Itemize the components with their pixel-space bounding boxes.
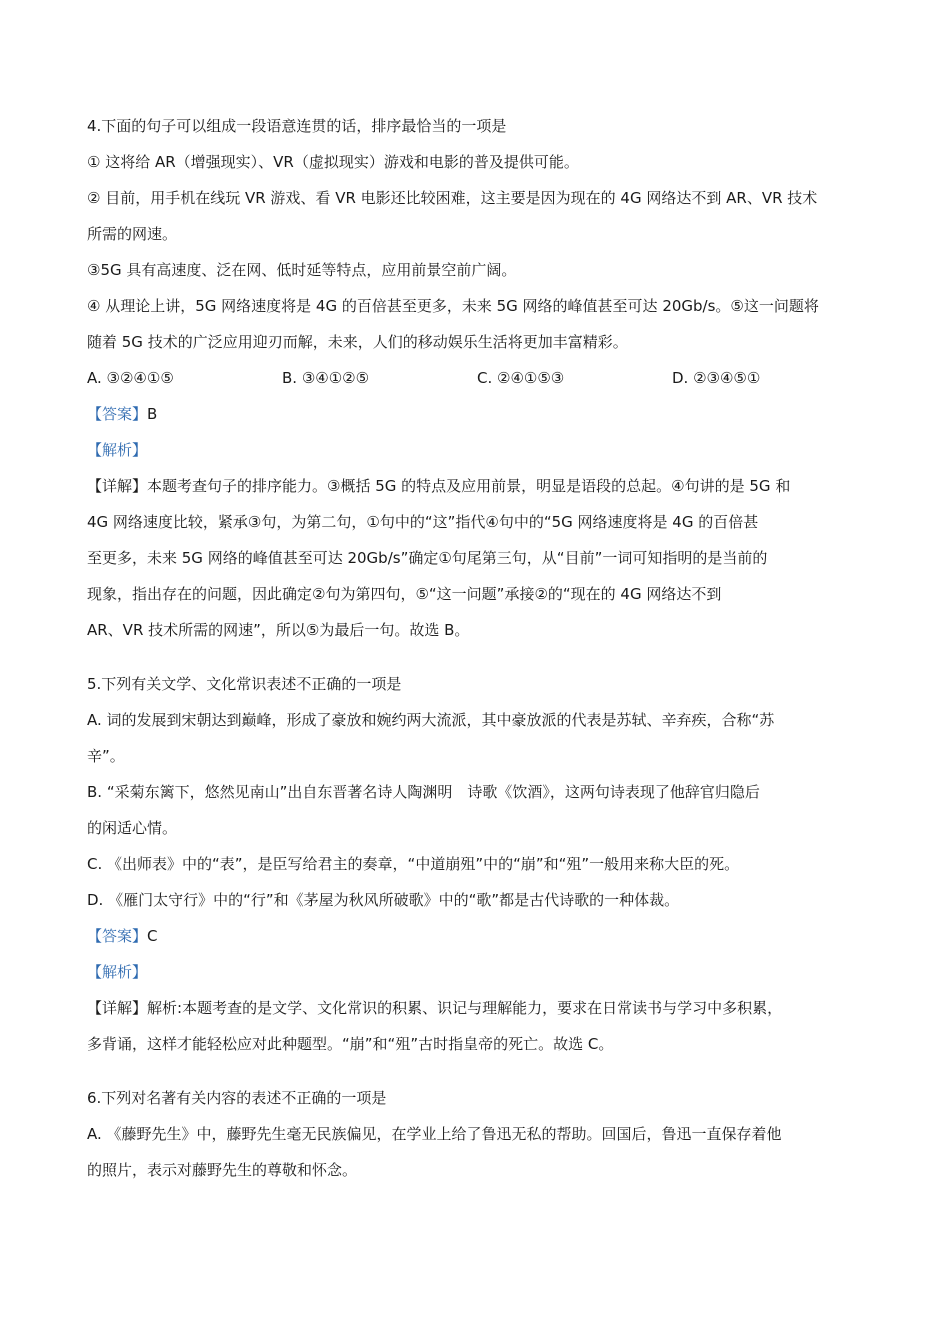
document-page xyxy=(87,114,867,1194)
q5-option-b: B. “采菊东篱下，悠然见南山”出自东晋著名诗人陶渊明 诗歌《饮酒》，这两句诗表现了他辞官归隐后 xyxy=(87,783,760,801)
q4-sentence-2: ② 目前，用手机在线玩 VR 游戏、看 VR 电影还比较困难，这主要是因为现在的 4G 网络达不到 AR、VR 技术 xyxy=(87,189,818,207)
q5-option-a: A. 词的发展到宋朝达到巅峰，形成了豪放和婉约两大流派，其中豪放派的代表是苏轼、辛弃疾，合称“苏 xyxy=(87,711,775,729)
q4-detail-4: 现象，指出存在的问题，因此确定②句为第四句，⑤“这一问题”承接②的“现在的 4G 网络达不到 xyxy=(87,585,722,603)
q4-stem: 4.下面的句子可以组成一段语意连贯的话，排序最恰当的一项是 xyxy=(87,117,507,135)
q4-option-d: D. ②③④⑤① xyxy=(672,369,761,387)
q5-detail-1 xyxy=(87,996,867,1032)
q6-option-a-cont: 的照片，表示对藤野先生的尊敬和怀念。 xyxy=(87,1161,358,1179)
q4-sentence-3: ③5G 具有高速度、泛在网、低时延等特点，应用前景空前广阔。 xyxy=(87,261,517,279)
q5-option-b-cont: 的闲适心情。 xyxy=(87,819,178,837)
q4-option-c: C. ②④①⑤③ xyxy=(477,369,565,387)
q4-analysis-label: 【解析】 xyxy=(87,441,148,459)
q5-option-a-cont: 辛”。 xyxy=(87,747,125,765)
q4-detail-5: AR、VR 技术所需的网速”，所以⑤为最后一句。故选 B。 xyxy=(87,621,470,639)
q4-answer-value: B xyxy=(147,405,158,423)
section-gap xyxy=(87,1068,867,1086)
q4-detail-1 xyxy=(87,474,867,510)
q4-sentence-4: ④ 从理论上讲，5G 网络速度将是 4G 的百倍甚至更多，未来 5G 网络的峰值甚至可达 20Gb/s。⑤这一问题将 xyxy=(87,297,819,315)
q4-answer xyxy=(87,402,867,438)
q5-detail-2: 多背诵，这样才能轻松应对此种题型。“崩”和“殂”古时指皇帝的死亡。故选 C。 xyxy=(87,1035,614,1053)
q6-option-a: A. 《藤野先生》中，藤野先生毫无民族偏见，在学业上给了鲁迅无私的帮助。回国后，鲁迅一直保存着他 xyxy=(87,1125,782,1143)
q4-detail-label: 【详解】 xyxy=(87,477,148,495)
q4-analysis xyxy=(87,438,867,474)
q5-answer-label: 【答案】 xyxy=(87,927,148,945)
q4-sentence-1: ① 这将给 AR（增强现实）、VR（虚拟现实）游戏和电影的普及提供可能。 xyxy=(87,153,579,171)
q4-options xyxy=(87,366,867,402)
q5-option-d: D. 《雁门太守行》中的“行”和《茅屋为秋风所破歌》中的“歌”都是古代诗歌的一种体裁。 xyxy=(87,891,680,909)
q5-answer xyxy=(87,924,867,960)
q4-answer-label: 【答案】 xyxy=(87,405,148,423)
q5-stem: 5.下列有关文学、文化常识表述不正确的一项是 xyxy=(87,675,402,693)
q4-detail-2: 4G 网络速度比较，紧承③句，为第二句，①句中的“这”指代④句中的“5G 网络速度将是 4G 的百倍甚 xyxy=(87,513,759,531)
q4-option-a: A. ③②④①⑤ xyxy=(87,369,174,387)
q5-analysis-label: 【解析】 xyxy=(87,963,148,981)
q5-analysis xyxy=(87,960,867,996)
section-gap xyxy=(87,654,867,672)
q5-answer-value: C xyxy=(147,927,158,945)
q6-stem: 6.下列对名著有关内容的表述不正确的一项是 xyxy=(87,1089,387,1107)
q4-option-b: B. ③④①②⑤ xyxy=(282,369,370,387)
q5-option-c: C. 《出师表》中的“表”，是臣写给君主的奏章，“中道崩殂”中的“崩”和“殂”一般用来称大臣的死。 xyxy=(87,855,740,873)
q4-sentence-2-cont: 所需的网速。 xyxy=(87,225,178,243)
q4-detail-3: 至更多，未来 5G 网络的峰值甚至可达 20Gb/s”确定①句尾第三句，从“目前”一词可知指明的是当前的 xyxy=(87,549,768,567)
q4-detail-text-1: 本题考查句子的排序能力。③概括 5G 的特点及应用前景，明显是语段的总起。④句讲的是 5G 和 xyxy=(147,477,791,495)
q4-sentence-4-cont: 随着 5G 技术的广泛应用迎刃而解，未来，人们的移动娱乐生活将更加丰富精彩。 xyxy=(87,333,628,351)
q5-detail-text-1: 解析:本题考查的是文学、文化常识的积累、识记与理解能力，要求在日常读书与学习中多积累， xyxy=(147,999,783,1017)
q5-detail-label: 【详解】 xyxy=(87,999,148,1017)
